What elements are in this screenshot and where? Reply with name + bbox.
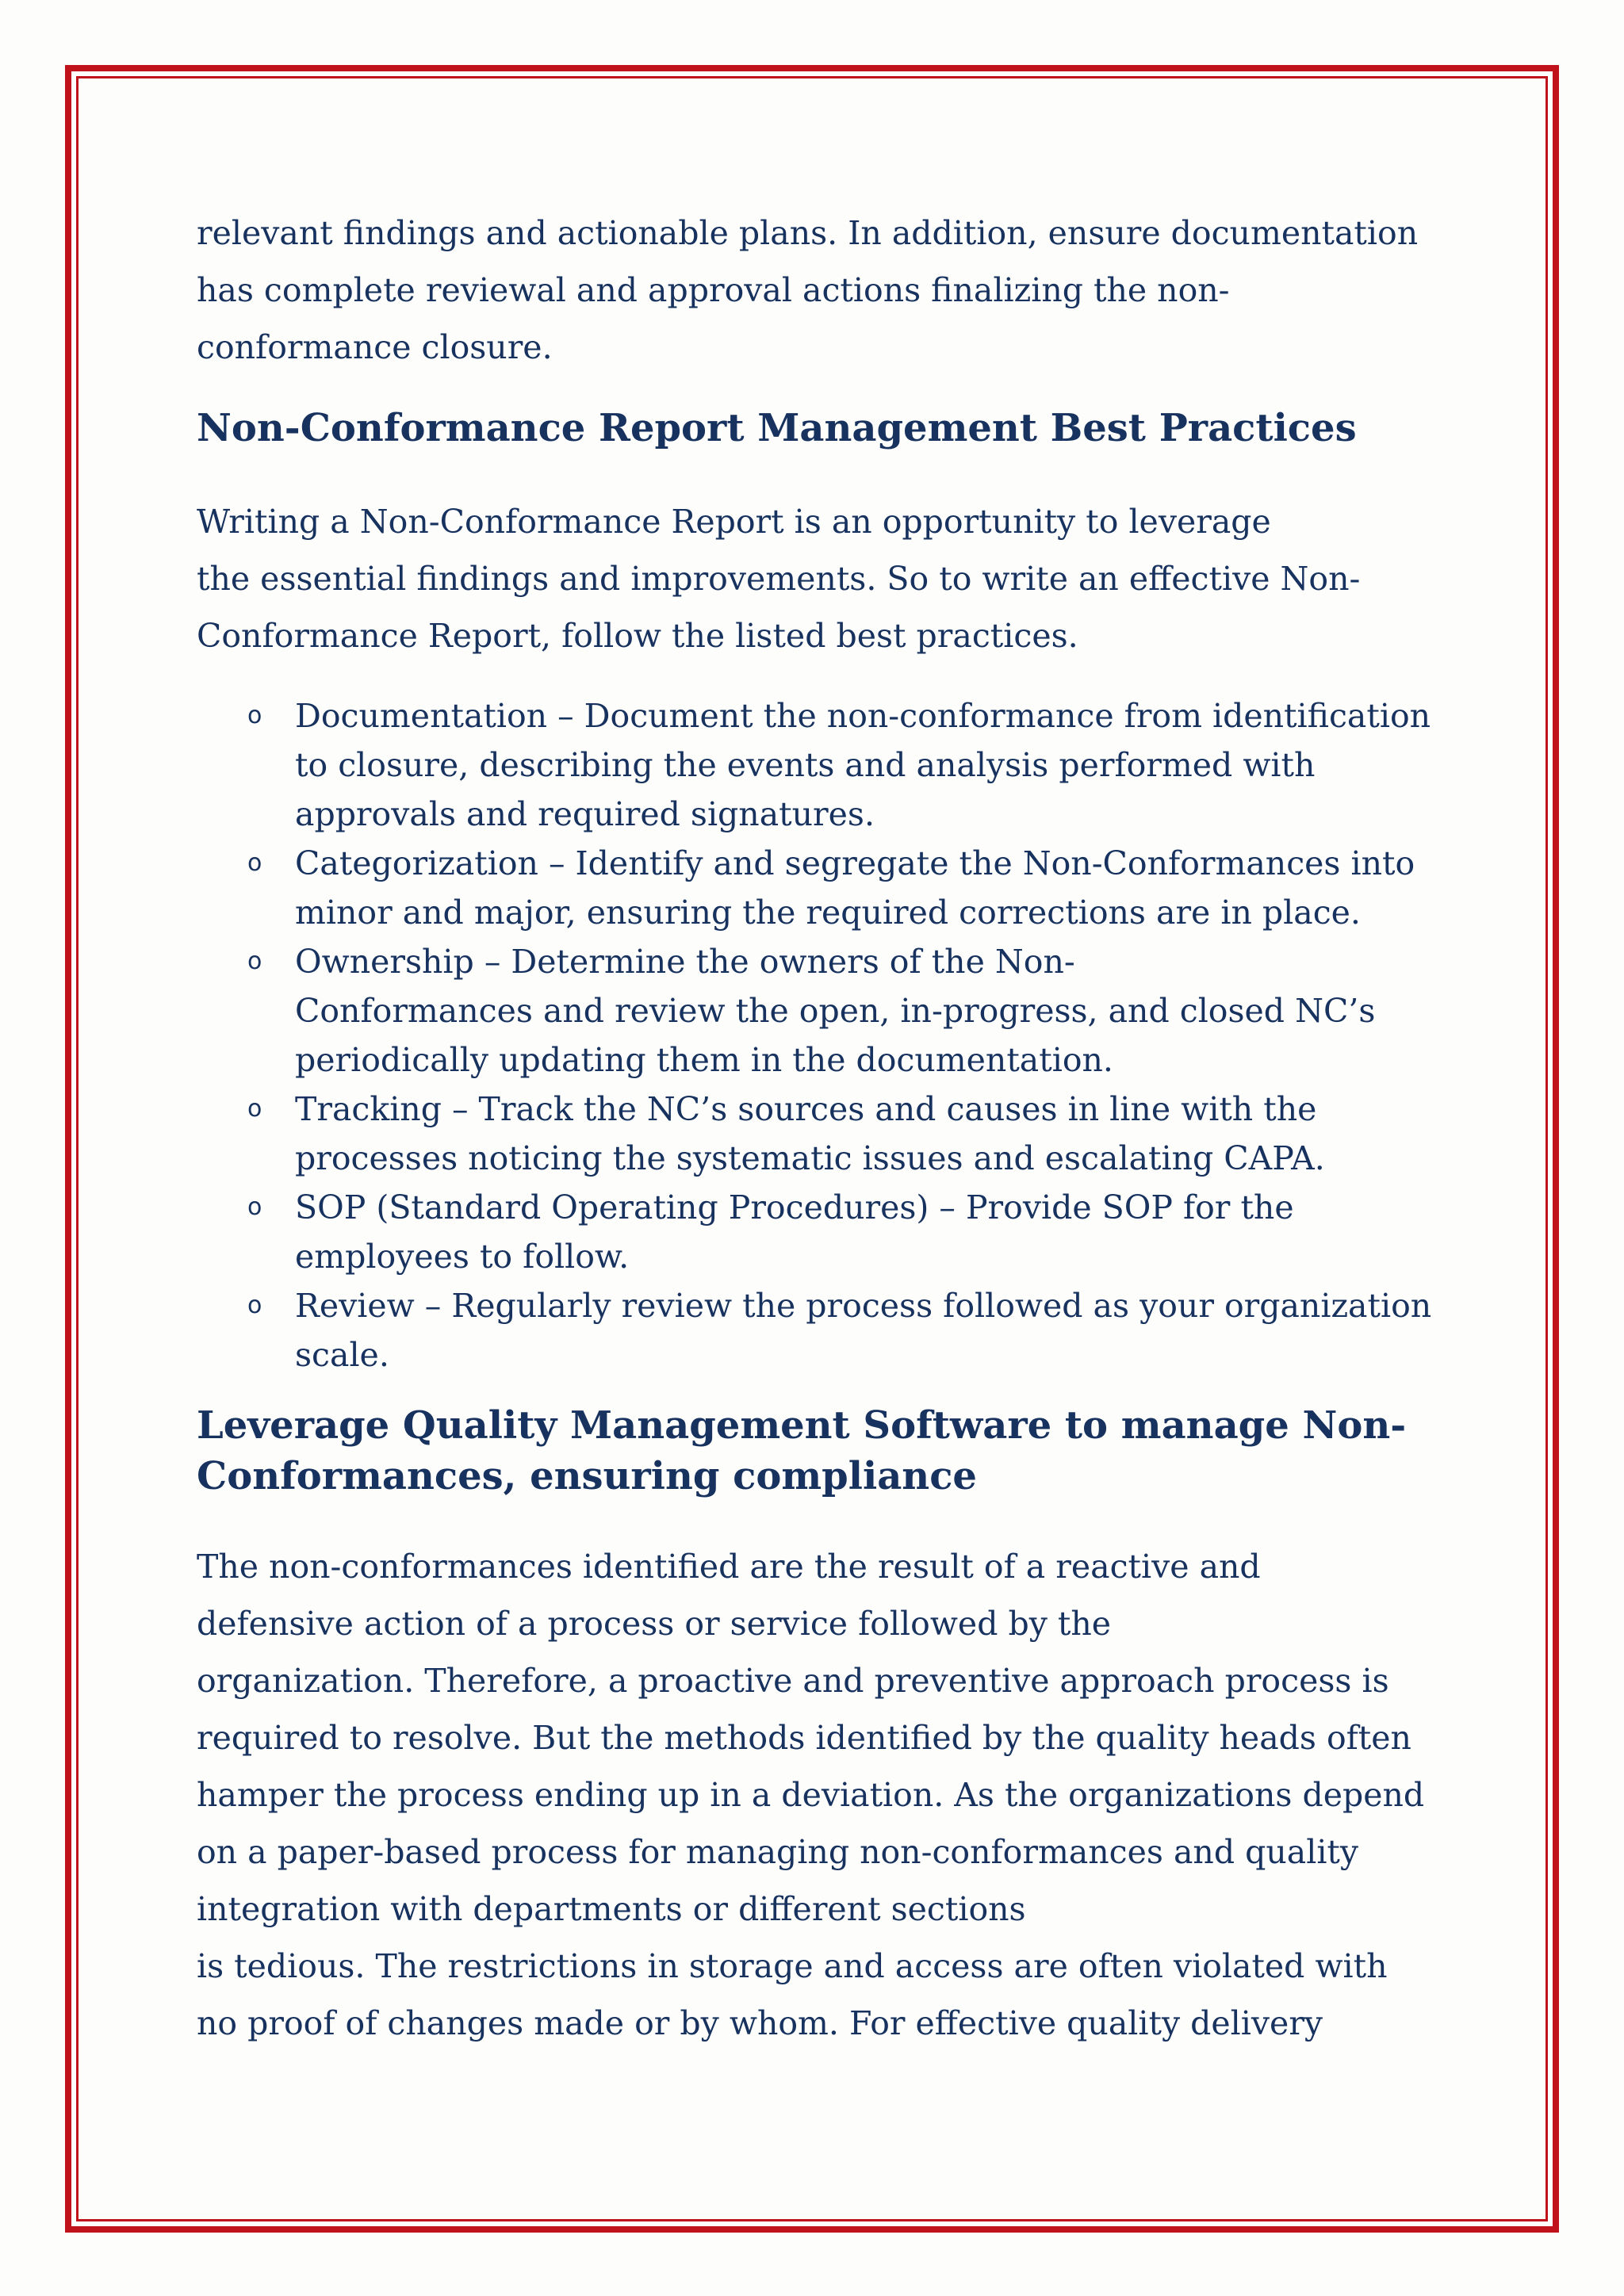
text-line: Documentation – Document the non-conformance from identification [295,697,1431,735]
text-line: approvals and required signatures. [295,795,875,833]
text-line: the essential findings and improvements. So to write an effective Non- [197,560,1361,598]
intro-paragraph [197,205,1434,376]
text-line: is tedious. The restrictions in storage and access are often violated with [197,1947,1388,1985]
text-line: minor and major, ensuring the required corrections are in place. [295,894,1361,932]
list-item-categorization [197,839,1434,937]
circle-bullet-icon: o [247,849,262,877]
text-line: integration with departments or different sections [197,1890,1026,1928]
list-item-sop [197,1183,1434,1281]
heading-line: Leverage Quality Management Software to manage Non- [197,1403,1407,1448]
text-line: has complete reviewal and approval actions finalizing the non- [197,271,1230,309]
text-line: no proof of changes made or by whom. For effective quality delivery [197,2004,1323,2042]
circle-bullet-icon: o [247,1292,262,1319]
list-item-ownership [197,937,1434,1085]
list-item-review [197,1281,1434,1380]
text-line: SOP (Standard Operating Procedures) – Provide SOP for the [295,1188,1294,1226]
text-line: Ownership – Determine the owners of the Non- [295,943,1075,981]
text-line: defensive action of a process or service followed by the [197,1605,1112,1643]
circle-bullet-icon: o [247,947,262,975]
section-heading-quality-software [197,1400,1434,1502]
circle-bullet-icon: o [247,1193,262,1221]
text-line: employees to follow. [295,1238,630,1276]
text-line: The non-conformances identified are the result of a reactive and [197,1548,1261,1586]
text-line: scale. [295,1336,389,1374]
text-line: relevant findings and actionable plans. In addition, ensure documentation [197,214,1419,252]
best-practices-intro-paragraph [197,493,1434,664]
text-line: Conformances and review the open, in-progress, and closed NC’s [295,992,1376,1030]
text-line: Conformance Report, follow the listed best practices. [197,617,1078,655]
circle-bullet-icon: o [247,1095,262,1123]
text-line: hamper the process ending up in a deviation. As the organizations depend [197,1776,1425,1814]
document-body [197,205,1434,2052]
quality-software-paragraph [197,1538,1434,2052]
text-line: required to resolve. But the methods identified by the quality heads often [197,1719,1411,1757]
text-line: conformance closure. [197,328,553,366]
circle-bullet-icon: o [247,702,262,729]
text-line: Tracking – Track the NC’s sources and causes in line with the [295,1090,1317,1128]
text-line: Review – Regularly review the process followed as your organization [295,1287,1432,1325]
list-item-tracking [197,1085,1434,1183]
text-line: to closure, describing the events and analysis performed with [295,746,1316,784]
text-line: on a paper-based process for managing non-conformances and quality [197,1833,1359,1871]
text-line: Writing a Non-Conformance Report is an opportunity to leverage [197,503,1271,541]
best-practices-list [197,691,1434,1380]
section-heading-best-practices: Non-Conformance Report Management Best Practices [197,406,1357,450]
text-line: organization. Therefore, a proactive and preventive approach process is [197,1662,1389,1700]
text-line: processes noticing the systematic issues and escalating CAPA. [295,1139,1325,1177]
text-line: Categorization – Identify and segregate the Non-Conformances into [295,844,1415,882]
list-item-documentation [197,691,1434,839]
text-line: periodically updating them in the documentation. [295,1041,1113,1079]
heading-line: Conformances, ensuring compliance [197,1454,977,1498]
